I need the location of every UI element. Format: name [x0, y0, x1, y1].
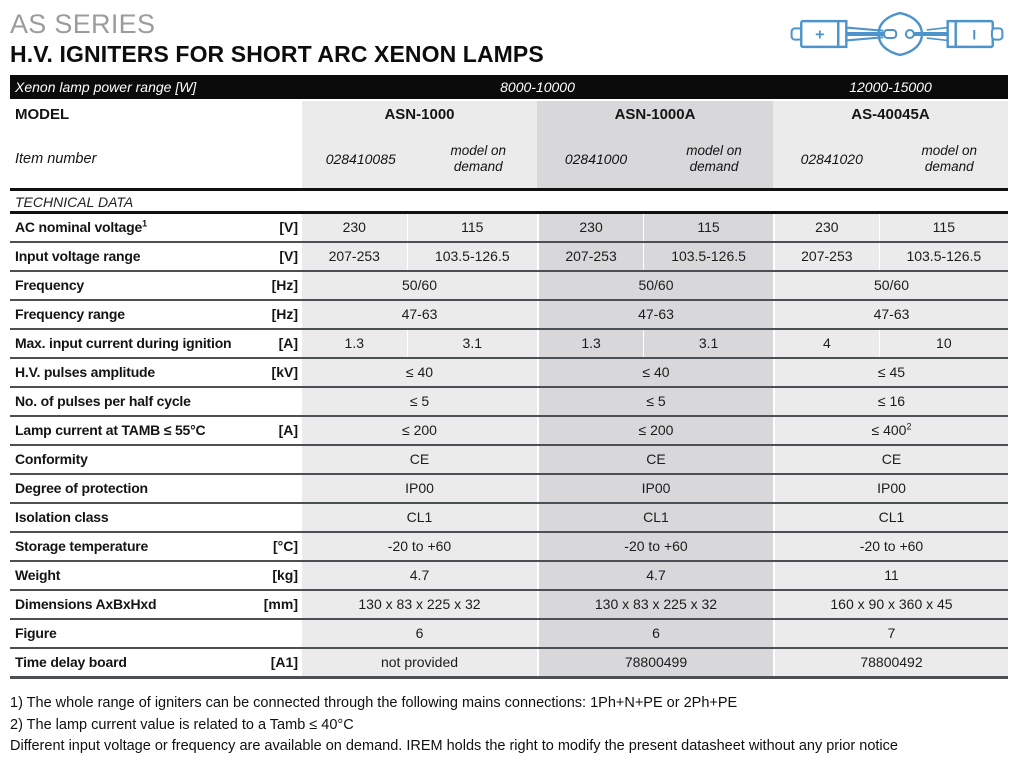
spec-table — [10, 75, 1008, 679]
model-col-cell — [537, 330, 773, 357]
spec-value: 230 — [342, 219, 366, 235]
spec-value: not provided — [380, 654, 459, 670]
spec-value: ≤ 16 — [877, 393, 906, 409]
spec-value: -20 to +60 — [859, 538, 924, 554]
model-col-cell — [302, 533, 537, 560]
model-col-cell — [773, 272, 1008, 299]
spec-value: 10 — [879, 330, 1008, 357]
spec-value: ≤ $400^2$ — [871, 421, 912, 438]
spec-value: 11 — [884, 567, 899, 583]
spec-value: 103.5-126.5 — [407, 243, 537, 270]
model-col-cell — [773, 330, 1008, 357]
table-row — [10, 647, 1008, 676]
model-on-demand-note: model on demand — [921, 142, 978, 174]
lamp-cathode-icon — [906, 30, 914, 38]
spec-unit — [257, 388, 302, 415]
model-col-cell — [302, 272, 537, 299]
table-row — [10, 214, 1008, 241]
spec-value: IP00 — [405, 480, 434, 496]
spec-value: IP00 — [641, 480, 671, 496]
power-range-12000-15000: 12000-15000 — [849, 79, 932, 95]
model-name-as-40045a: AS-40045A — [773, 101, 1008, 129]
spec-value: ≤ 5 — [646, 393, 666, 409]
lamp-right-collar-icon — [948, 21, 956, 47]
model-col-cell — [537, 620, 773, 647]
table-row — [10, 386, 1008, 415]
model-col-cell — [537, 504, 773, 531]
model-col-cell — [302, 504, 537, 531]
spec-value: 78800499 — [624, 654, 688, 670]
spec-unit — [257, 446, 302, 473]
spec-value: ≤ 45 — [877, 364, 906, 380]
spec-value: 103.5-126.5 — [643, 243, 773, 270]
spec-value: CL1 — [878, 509, 905, 525]
item-cell-asn-1000 — [302, 129, 537, 188]
page-title: H.V. IGNITERS FOR SHORT ARC XENON LAMPS — [10, 41, 544, 67]
spec-value: 207-253 — [565, 248, 617, 264]
table-row — [10, 502, 1008, 531]
model-col-cell — [537, 649, 773, 676]
spec-label: Degree of protection — [10, 475, 257, 502]
superscript: 2 — [906, 421, 912, 432]
model-col-cell — [773, 504, 1008, 531]
spec-value: CL1 — [643, 509, 669, 525]
table-row — [10, 531, 1008, 560]
model-col-cell — [773, 562, 1008, 589]
spec-label: Isolation class — [10, 504, 257, 531]
model-col-cell — [537, 243, 773, 270]
model-col-cell — [773, 214, 1008, 241]
model-col-cell — [302, 446, 537, 473]
superscript: 1 — [142, 218, 147, 229]
item-number-value: 02841000 — [564, 150, 628, 167]
model-on-demand-note: model on demand — [450, 142, 507, 174]
spec-value: 1.3 — [581, 335, 601, 351]
spec-label: H.V. pulses amplitude — [10, 359, 257, 386]
item-cell-asn-1000a — [537, 129, 773, 188]
model-col-cell — [773, 446, 1008, 473]
table-row — [10, 328, 1008, 357]
spec-unit: [A1] — [257, 649, 302, 676]
model-col-cell — [537, 591, 773, 618]
spec-label: Frequency — [10, 272, 257, 299]
spec-unit: [mm] — [257, 591, 302, 618]
spec-value: -20 to +60 — [387, 538, 452, 554]
series-title: AS SERIES — [10, 9, 156, 39]
spec-unit: [V] — [257, 214, 302, 241]
spec-unit: [kV] — [257, 359, 302, 386]
spec-value: 130 x 83 x 225 x 32 — [358, 596, 481, 612]
spec-value: 207-253 — [801, 248, 853, 264]
model-name-asn-1000: ASN-1000 — [302, 101, 537, 129]
table-row — [10, 560, 1008, 589]
model-col-cell — [537, 533, 773, 560]
lamp-right-nub-icon — [992, 28, 1002, 39]
spec-label: Conformity — [10, 446, 257, 473]
spec-value: 4 — [822, 335, 831, 351]
model-header-row — [10, 101, 1008, 129]
lamp-anode-icon — [884, 30, 896, 38]
model-col-cell — [302, 243, 537, 270]
model-col-cell — [537, 562, 773, 589]
item-number-value: 028410085 — [325, 150, 396, 167]
spec-label: Time delay board — [10, 649, 257, 676]
table-row — [10, 444, 1008, 473]
model-col-cell — [773, 417, 1008, 444]
spec-label: Storage temperature — [10, 533, 257, 560]
table-row — [10, 299, 1008, 328]
model-col-cell — [773, 533, 1008, 560]
model-col-cell — [537, 475, 773, 502]
spec-value: 115 — [407, 214, 537, 241]
table-row — [10, 589, 1008, 618]
table-row — [10, 415, 1008, 444]
model-col-cell — [302, 649, 537, 676]
model-name-asn-1000a: ASN-1000A — [537, 101, 773, 129]
spec-value: -20 to +60 — [624, 538, 688, 554]
spec-value: ≤ 5 — [409, 393, 430, 409]
spec-value: ≤ 200 — [638, 422, 674, 438]
model-col-cell — [537, 417, 773, 444]
spec-value: ≤ 40 — [405, 364, 434, 380]
model-col-cell — [302, 475, 537, 502]
model-col-cell — [773, 301, 1008, 328]
spec-rows — [10, 214, 1008, 679]
model-col-cell — [773, 649, 1008, 676]
spec-unit: [kg] — [257, 562, 302, 589]
spec-value: 115 — [643, 214, 773, 241]
model-col-cell — [302, 214, 537, 241]
spec-value: 7 — [887, 625, 896, 641]
spec-value: 6 — [652, 625, 660, 641]
model-col-cell — [773, 591, 1008, 618]
spec-unit — [257, 620, 302, 647]
spec-label: No. of pulses per half cycle — [10, 388, 257, 415]
footnote-disclaimer: Different input voltage or frequency are available on demand. IREM holds the right to modify the present datasheet without any prior notice — [10, 738, 898, 754]
spec-label: Frequency range — [10, 301, 257, 328]
model-col-cell — [773, 620, 1008, 647]
spec-label: Dimensions AxBxHxd — [10, 591, 257, 618]
table-row — [10, 357, 1008, 386]
item-number-row — [10, 129, 1008, 191]
spec-value: 3.1 — [643, 330, 773, 357]
model-col-cell — [302, 359, 537, 386]
footnotes — [10, 693, 1008, 758]
spec-value: 47-63 — [638, 306, 674, 322]
lamp-lead-icon — [846, 28, 883, 31]
footnote-1: 1) The whole range of igniters can be connected through the following mains connections: 1Ph+N+PE or 2Ph+PE — [10, 695, 738, 711]
spec-label: Lamp current at TAMB ≤ 55°C — [10, 417, 257, 444]
power-range-8000-10000: 8000-10000 — [500, 79, 575, 95]
spec-label: Figure — [10, 620, 257, 647]
spec-label: Weight — [10, 562, 257, 589]
spec-value: 6 — [415, 625, 424, 641]
xenon-lamp-icon — [790, 10, 1004, 58]
model-col-cell — [302, 620, 537, 647]
spec-value: 50/60 — [401, 277, 438, 293]
spec-value: CE — [881, 451, 902, 467]
model-row-label: MODEL — [10, 101, 302, 129]
spec-unit: [A] — [257, 417, 302, 444]
spec-value: 4.7 — [646, 567, 666, 583]
model-col-cell — [537, 272, 773, 299]
model-col-cell — [537, 214, 773, 241]
spec-value: 50/60 — [638, 277, 674, 293]
section-heading-technical-data: TECHNICAL DATA — [10, 191, 1008, 214]
spec-value: 4.7 — [409, 567, 430, 583]
spec-value: 3.1 — [407, 330, 537, 357]
spec-label: Max. input current during ignition — [10, 330, 257, 357]
item-number-value: 02841020 — [800, 150, 863, 167]
model-col-cell — [537, 359, 773, 386]
spec-value: CE — [646, 451, 666, 467]
footnote-2: 2) The lamp current value is related to a Tamb ≤ 40°C — [10, 716, 354, 733]
spec-value: 50/60 — [873, 277, 910, 293]
spec-value: CE — [409, 451, 430, 467]
spec-value: 115 — [879, 214, 1008, 241]
spec-value: IP00 — [877, 480, 906, 496]
spec-value: 103.5-126.5 — [879, 243, 1008, 270]
spec-value: 130 x 83 x 225 x 32 — [594, 596, 718, 612]
spec-value: 160 x 90 x 360 x 45 — [830, 596, 953, 612]
model-col-cell — [302, 301, 537, 328]
item-number-label: Item number — [10, 129, 302, 188]
lamp-left-collar-icon — [838, 21, 846, 47]
model-col-cell — [302, 591, 537, 618]
spec-value: CL1 — [406, 509, 433, 525]
lamp-lead-icon — [846, 37, 883, 40]
spec-value: 47-63 — [401, 306, 438, 322]
model-col-cell — [773, 359, 1008, 386]
spec-unit: [A] — [257, 330, 302, 357]
table-row — [10, 270, 1008, 299]
plus-terminal-icon: + — [815, 25, 825, 44]
spec-value: 47-63 — [873, 306, 910, 322]
spec-value: 78800492 — [860, 654, 923, 670]
model-col-cell — [537, 446, 773, 473]
spec-unit: [V] — [257, 243, 302, 270]
spec-value: ≤ 40 — [642, 364, 670, 380]
model-on-demand-note: model on demand — [686, 142, 742, 174]
lamp-lead-icon — [927, 38, 948, 40]
spec-label: AC nominal voltage$^1$ — [10, 214, 257, 241]
power-range-label: Xenon lamp power range [W] — [15, 79, 197, 95]
spec-value: ≤ 200 — [402, 422, 437, 438]
table-row — [10, 473, 1008, 502]
model-col-cell — [537, 388, 773, 415]
spec-value: 207-253 — [328, 248, 380, 264]
power-range-band — [10, 75, 1008, 99]
lamp-lead-icon — [927, 28, 948, 30]
spec-unit — [257, 504, 302, 531]
model-col-cell — [302, 417, 537, 444]
spec-value: 230 — [815, 219, 839, 235]
table-row — [10, 241, 1008, 270]
spec-unit: [°C] — [257, 533, 302, 560]
model-col-cell — [302, 562, 537, 589]
spec-unit: [Hz] — [257, 301, 302, 328]
model-col-cell — [302, 388, 537, 415]
spec-value: 230 — [579, 219, 603, 235]
model-col-cell — [773, 475, 1008, 502]
spec-label: Input voltage range — [10, 243, 257, 270]
spec-value: 1.3 — [344, 335, 365, 351]
model-col-cell — [773, 243, 1008, 270]
spec-unit — [257, 475, 302, 502]
spec-unit: [Hz] — [257, 272, 302, 299]
model-col-cell — [773, 388, 1008, 415]
model-col-cell — [537, 301, 773, 328]
table-row — [10, 618, 1008, 647]
minus-terminal-icon: I — [972, 27, 977, 43]
model-col-cell — [302, 330, 537, 357]
item-cell-as-40045a — [773, 129, 1008, 188]
